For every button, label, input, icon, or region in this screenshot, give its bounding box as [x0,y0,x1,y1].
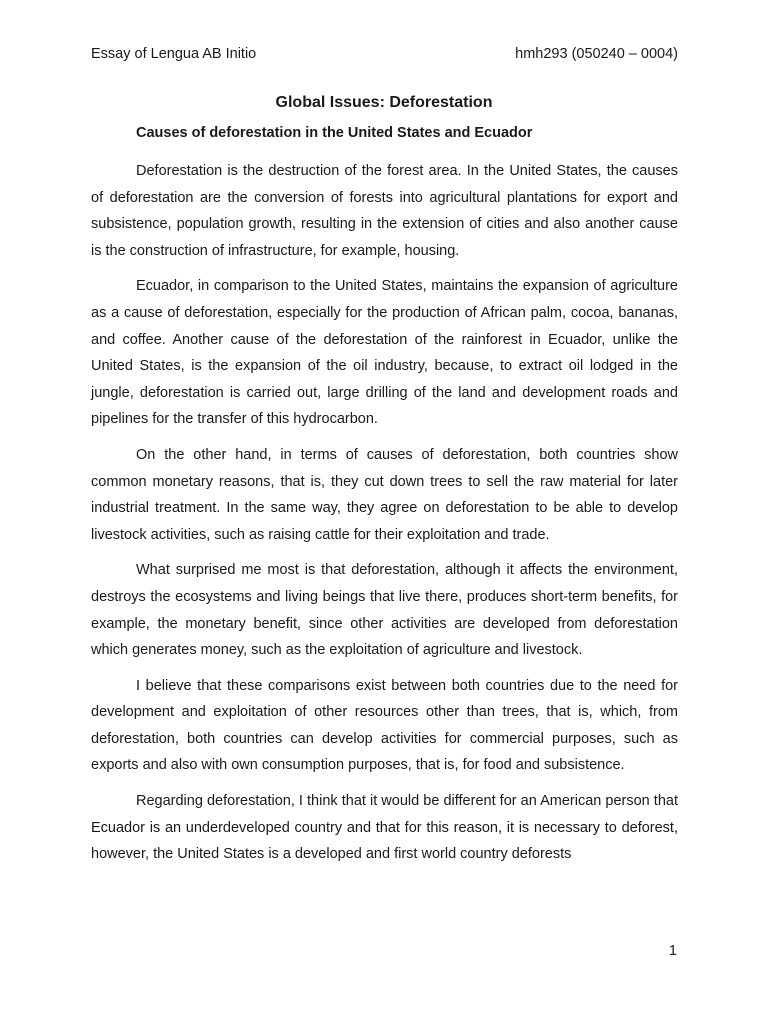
essay-body [91,158,678,877]
page-number: 1 [668,943,677,959]
header-course: Essay of Lengua AB Initio [91,46,257,62]
paragraph: What surprised me most is that deforestation, although it affects the environment, destroys the ecosystems and living beings that live there, produces short-term benefits, for example, the monetary benefit, since other activities are developed from deforestation which generates money, such as the exploitation of agriculture and livestock. [91,562,678,659]
essay-title: Global Issues: Deforestation [275,94,493,111]
header-candidate-code: hmh293 (050240 – 0004) [515,46,678,62]
essay-subtitle: Causes of deforestation in the United States and Ecuador [136,125,533,141]
paragraph: Deforestation is the destruction of the forest area. In the United States, the causes of deforestation are the conversion of forests into agricultural plantations for export and subsistence, population growth, resulting in the extension of cities and also another cause is the construction of infrastructure, for example, housing. [91,163,678,259]
paragraph: On the other hand, in terms of causes of deforestation, both countries show common monetary reasons, that is, they cut down trees to sell the raw material for later industrial treatment. In the same way, they agree on deforestation to be able to develop livestock activities, such as raising cattle for their exploitation and trade. [91,446,678,543]
paragraph: I believe that these comparisons exist between both countries due to the need for development and exploitation of other resources other than trees, that is, which, from deforestation, both countries can develop activities for commercial purposes, such as exports and also with own consumption purposes, that is, for food and subsistence. [91,677,678,774]
paragraph: Regarding deforestation, I think that it would be different for an American person that Ecuador is an underdeveloped country and that for this reason, it is necessary to deforest, however, the United States is a developed and first world country deforests [91,793,678,863]
paragraph: Ecuador, in comparison to the United States, maintains the expansion of agriculture as a cause of deforestation, especially for the production of African palm, cocoa, bananas, and coffee. Another cause of the deforestation of the rainforest in Ecuador, unlike the United States, is the expansion of the oil industry, because, to extract oil lodged in the jungle, deforestation is carried out, large drilling of the land and development roads and pipelines for the transfer of this hydrocarbon. [91,278,678,428]
